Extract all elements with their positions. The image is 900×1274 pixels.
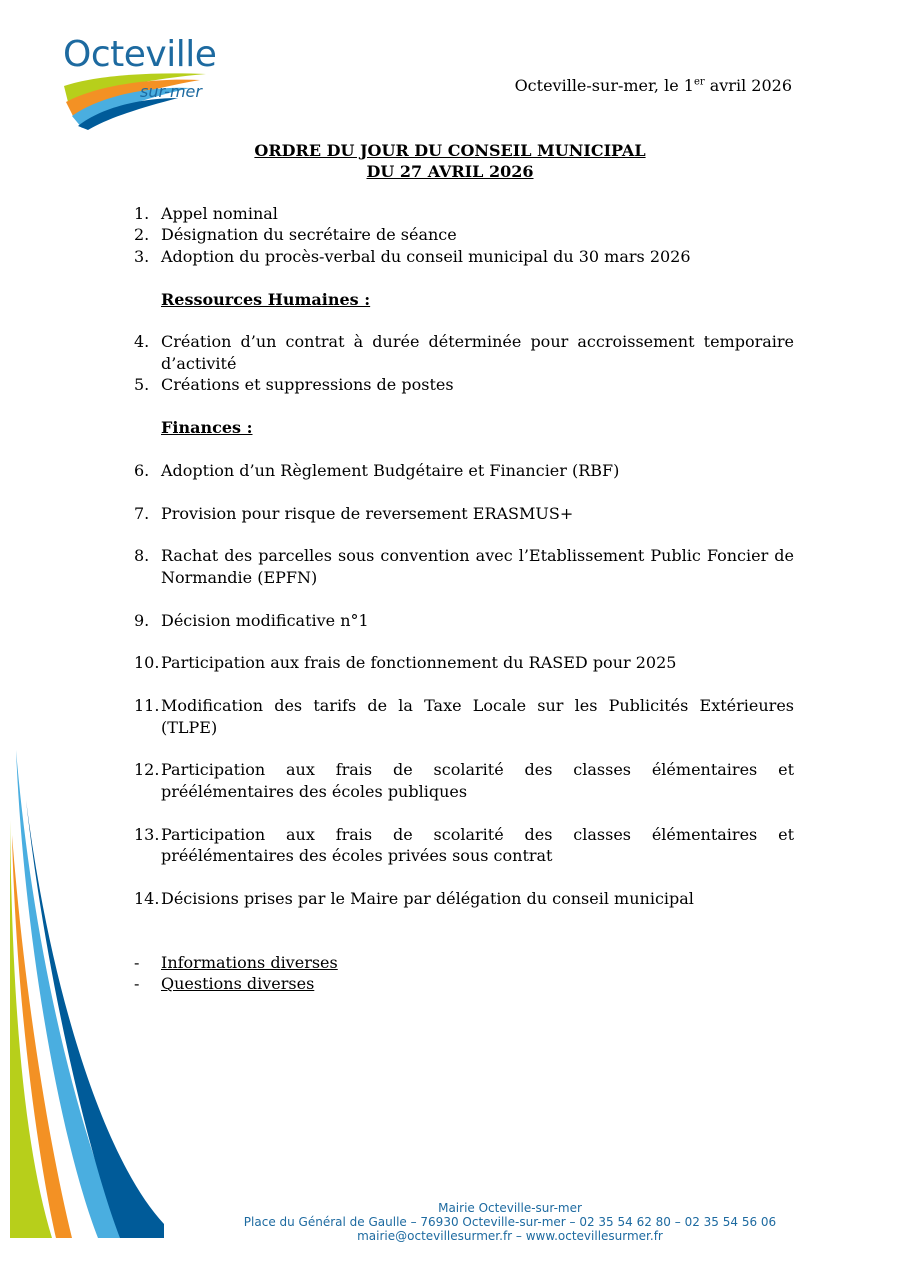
footer-line-2: Place du Général de Gaulle – 76930 Octeville-sur-mer – 02 35 54 62 80 – 02 35 54 56 06 [243,1215,777,1229]
agenda-item: 8. Rachat des parcelles sous convention avec l’Etablissement Public Foncier de Normandie (EPFN) [134,546,794,587]
document-title [0,140,900,182]
agenda-item: 5. Créations et suppressions de postes [134,375,454,395]
agenda-item: 12. Participation aux frais de scolarité des classes élémentaires et préélémentaires des écoles publiques [134,760,794,801]
logo-wordmark: Octeville [63,34,217,75]
misc-item: - Questions diverses [134,974,315,994]
footer [210,1201,810,1243]
agenda-item: 1. Appel nominal [134,204,278,223]
agenda-item: 4. Création d’un contrat à durée déterminée pour accroissement temporaire d’activité [134,332,794,373]
footer-line-1: Mairie Octeville-sur-mer [438,1201,582,1215]
agenda-item: 6. Adoption d’un Règlement Budgétaire et Financier (RBF) [134,460,620,480]
agenda-item: 13. Participation aux frais de scolarité des classes élémentaires et préélémentaires des écoles privées sous contrat [134,824,794,866]
agenda-item: 3. Adoption du procès-verbal du conseil municipal du 30 mars 2026 [134,246,691,266]
title-line-2: DU 27 AVRIL 2026 [366,162,534,181]
title-line-1: ORDRE DU JOUR DU CONSEIL MUNICIPAL [254,141,646,160]
date-line: Octeville-sur-mer, le 1er avril 2026 [514,76,792,95]
decorative-stripes [0,740,170,1240]
agenda-item: 7. Provision pour risque de reversement ERASMUS+ [134,503,574,523]
section-heading-rh: Ressources Humaines : [161,289,371,309]
section-heading-finances: Finances : [161,418,253,438]
agenda-item: 11. Modification des tarifs de la Taxe Locale sur les Publicités Extérieures (TLPE) [134,696,794,737]
octeville-logo [60,34,220,130]
agenda-item: 10. Participation aux frais de fonctionnement du RASED pour 2025 [134,653,677,673]
agenda-list [134,203,794,995]
agenda-item: 14. Décisions prises par le Maire par délégation du conseil municipal [134,888,694,908]
agenda-item: 2. Désignation du secrétaire de séance [134,225,457,245]
misc-item: - Informations diverses [134,953,338,972]
footer-line-3: mairie@octevillesurmer.fr – www.octevillesurmer.fr [357,1229,663,1243]
logo-subtitle: sur-mer [140,82,202,101]
agenda-item: 9. Décision modificative n°1 [134,610,369,630]
